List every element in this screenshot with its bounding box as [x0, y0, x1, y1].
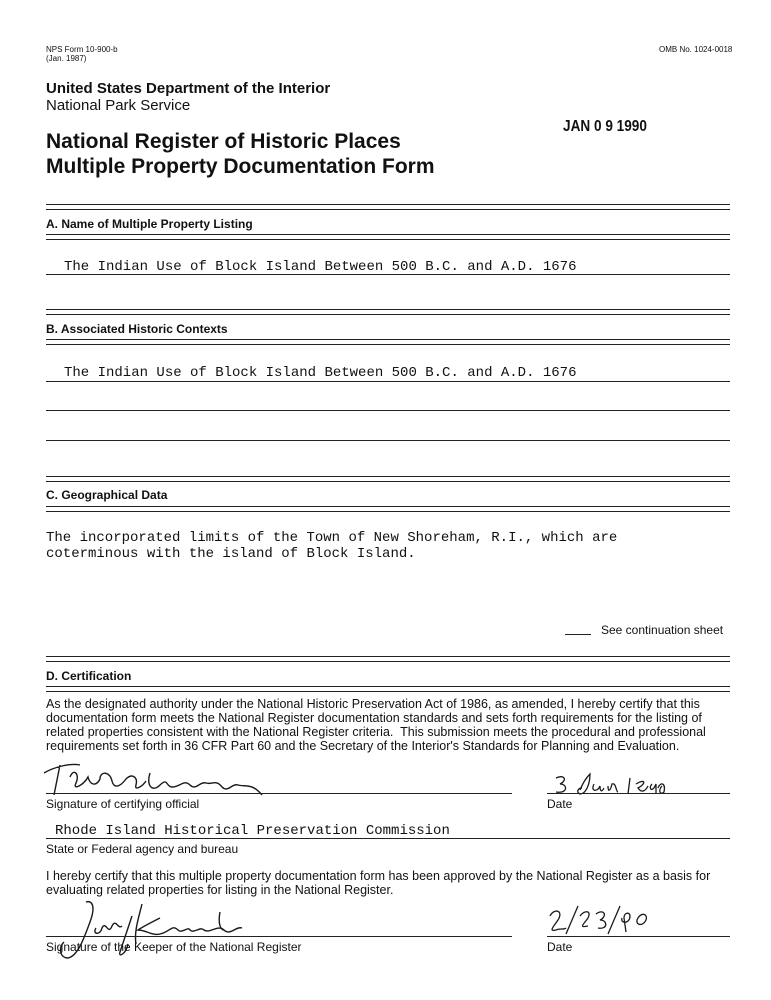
section-divider-b: [46, 309, 730, 315]
certification-text-3: related properties consistent with the National Register criteria. This submission meets the procedural and professional: [46, 725, 706, 739]
section-divider-b2: [46, 339, 730, 345]
handwritten-keeper-date: [544, 902, 664, 936]
section-divider-c: [46, 476, 730, 482]
form-title-line1: National Register of Historic Places: [46, 130, 401, 153]
approval-text-2: evaluating related properties for listing in the National Register.: [46, 883, 394, 897]
geo-data-line2: coterminous with the island of Block Island.: [46, 546, 416, 562]
keeper-signature-label: Signature of the Keeper of the National Register: [46, 940, 302, 954]
field-line: [46, 274, 730, 275]
section-divider-d2: [46, 686, 730, 692]
certification-text-4: requirements set forth in 36 CFR Part 60 and the Secretary of the Interior's Standards for Planning and Evaluation.: [46, 739, 680, 753]
date-label: Date: [547, 797, 573, 811]
field-line: [46, 410, 730, 411]
section-c-heading: C. Geographical Data: [46, 488, 168, 502]
omb-number: OMB No. 1024-0018: [659, 45, 733, 54]
form-number: NPS Form 10-900-b: [46, 45, 118, 54]
property-listing-name: The Indian Use of Block Island Between 500 B.C. and A.D. 1676: [64, 259, 577, 275]
department: United States Department of the Interior: [46, 80, 331, 97]
certification-text-2: documentation form meets the National Register documentation standards and sets forth requirements for the listing of: [46, 711, 702, 725]
section-divider-a: [46, 204, 730, 210]
form-title-line2: Multiple Property Documentation Form: [46, 155, 435, 178]
section-divider-c2: [46, 506, 730, 512]
continuation-sheet-label: See continuation sheet: [601, 623, 724, 637]
section-divider-d: [46, 656, 730, 662]
keeper-signature-line: [46, 936, 512, 937]
section-b-heading: B. Associated Historic Contexts: [46, 322, 228, 336]
field-line: [46, 440, 730, 441]
section-d-heading: D. Certification: [46, 669, 132, 683]
form-date: (Jan. 1987): [46, 54, 87, 63]
agency-value: Rhode Island Historical Preservation Commission: [55, 823, 450, 839]
date-line: [547, 793, 730, 794]
continuation-checkbox-line[interactable]: [565, 634, 591, 635]
agency-line: [46, 838, 730, 839]
keeper-signature: [52, 896, 282, 966]
signature-line: [46, 793, 512, 794]
geo-data-line1: The incorporated limits of the Town of New Shoreham, R.I., which are: [46, 530, 618, 546]
received-date-stamp: JAN 0 9 1990: [563, 118, 647, 135]
field-line: [46, 381, 730, 382]
signature-label: Signature of certifying official: [46, 797, 200, 811]
agency-label: State or Federal agency and bureau: [46, 842, 239, 856]
historic-context: The Indian Use of Block Island Between 500 B.C. and A.D. 1676: [64, 365, 577, 381]
section-a-heading: A. Name of Multiple Property Listing: [46, 217, 253, 231]
certification-text-1: As the designated authority under the National Historic Preservation Act of 1986, as amended, I hereby certify that this: [46, 697, 700, 711]
service: National Park Service: [46, 97, 191, 114]
keeper-date-label: Date: [547, 940, 573, 954]
approval-text-1: I hereby certify that this multiple property documentation form has been approved by the National Register as a basis for: [46, 869, 711, 883]
keeper-date-line: [547, 936, 730, 937]
section-divider-a2: [46, 234, 730, 240]
